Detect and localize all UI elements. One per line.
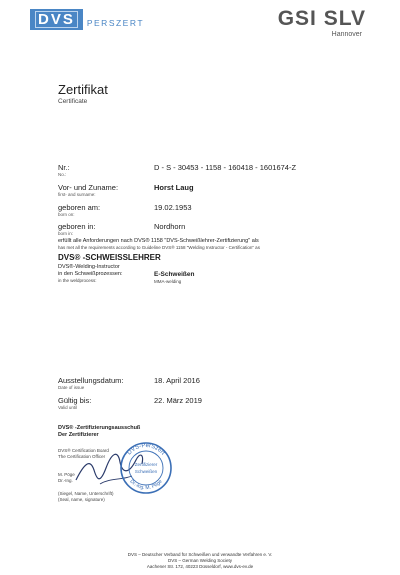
footer-org-en: DVS – German Welding Society <box>168 558 232 563</box>
seal-caption-en: (Seal, name, signature) <box>58 497 105 502</box>
born-label: geboren am: <box>58 203 101 212</box>
gsi-slv-logo <box>278 8 366 38</box>
signer-title: Dr.-Ing. <box>58 478 73 483</box>
requirements-text: erfüllt alle Anforderungen nach DVS® 1158 "DVS-Schweißlehrer-Zertifizierung" als <box>58 238 259 244</box>
signature-and-stamp <box>70 440 180 500</box>
born-sublabel: born on: <box>58 212 75 217</box>
issue-date: 18. April 2016 <box>154 376 200 385</box>
birthplace-sublabel: born in: <box>58 231 74 236</box>
nr-label: Nr.: <box>58 163 70 172</box>
stamp-center-2: Schweißen <box>134 469 158 474</box>
stamp-center-1: Zertifizierer <box>134 462 158 467</box>
board-role: The Certification Officer <box>58 454 106 459</box>
valid-until-date: 22. März 2019 <box>154 396 202 405</box>
requirements-text-en: has met all the requirements according to Guideline DVS® 1158 "Welding Instructor - Certification" as <box>58 245 260 250</box>
name-sublabel: first- and surname: <box>58 192 96 197</box>
signer-name: M. Pöge <box>58 472 75 477</box>
document-subtitle: Certificate <box>58 98 88 105</box>
birthplace: Nordhorn <box>154 222 186 231</box>
committee-name: DVS® -Zertifizierungsausschuß <box>58 425 141 431</box>
dvs-logo-box <box>30 9 83 30</box>
valid-until-sublabel: Valid until <box>58 405 78 410</box>
process-value: E-Schweißen <box>154 271 195 278</box>
name-label: Vor- und Zuname: <box>58 183 119 192</box>
process-label: in den Schweißprozessen: <box>58 271 123 277</box>
birth-date: 19.02.1953 <box>154 203 192 212</box>
qualification-en: DVS®-Welding-Instructor <box>58 264 120 270</box>
certificate-number: D - S - 30453 - 1158 - 160418 - 1601674-Z <box>154 163 297 172</box>
birthplace-label: geboren in: <box>58 222 96 231</box>
dvs-perszert-logo <box>30 9 144 30</box>
qualification-title: DVS® -SCHWEISSLEHRER <box>58 253 161 262</box>
holder-name: Horst Laug <box>154 183 194 192</box>
valid-until-label: Gültig bis: <box>58 396 92 405</box>
footer-address: Aachener Str. 172, 40223 Düsseldorf, www.dvs-ev.de <box>146 564 254 569</box>
process-value-en: MMA-welding <box>154 279 182 284</box>
seal-caption: (Siegel, Name, Unterschrift) <box>58 491 114 496</box>
issue-date-label: Ausstellungsdatum: <box>58 376 124 385</box>
stamp-ring-bottom: Dr.-Ing. M. Pöge <box>128 478 164 492</box>
perszert-logo-text: PERSZERT <box>86 17 145 28</box>
gsi-location: Hannover <box>331 31 362 38</box>
dvs-logo-text: DVS <box>35 11 78 28</box>
committee-role: Der Zertifizierer <box>58 432 99 438</box>
certification-stamp <box>121 443 171 493</box>
document-title: Zertifikat <box>58 82 108 97</box>
board-name: DVS® Certification Board <box>58 448 109 453</box>
process-sublabel: in the weldprocess: <box>58 278 97 283</box>
nr-sublabel: No.: <box>58 172 67 177</box>
gsi-logo-text: GSI SLV <box>277 7 366 30</box>
issue-date-sublabel: Date of issue <box>58 385 85 390</box>
footer-org: DVS – Deutscher Verband für Schweißen und verwandte Verfahren e. V. <box>127 552 273 557</box>
stamp-ring-top: DVS-PerSzert <box>126 442 166 457</box>
